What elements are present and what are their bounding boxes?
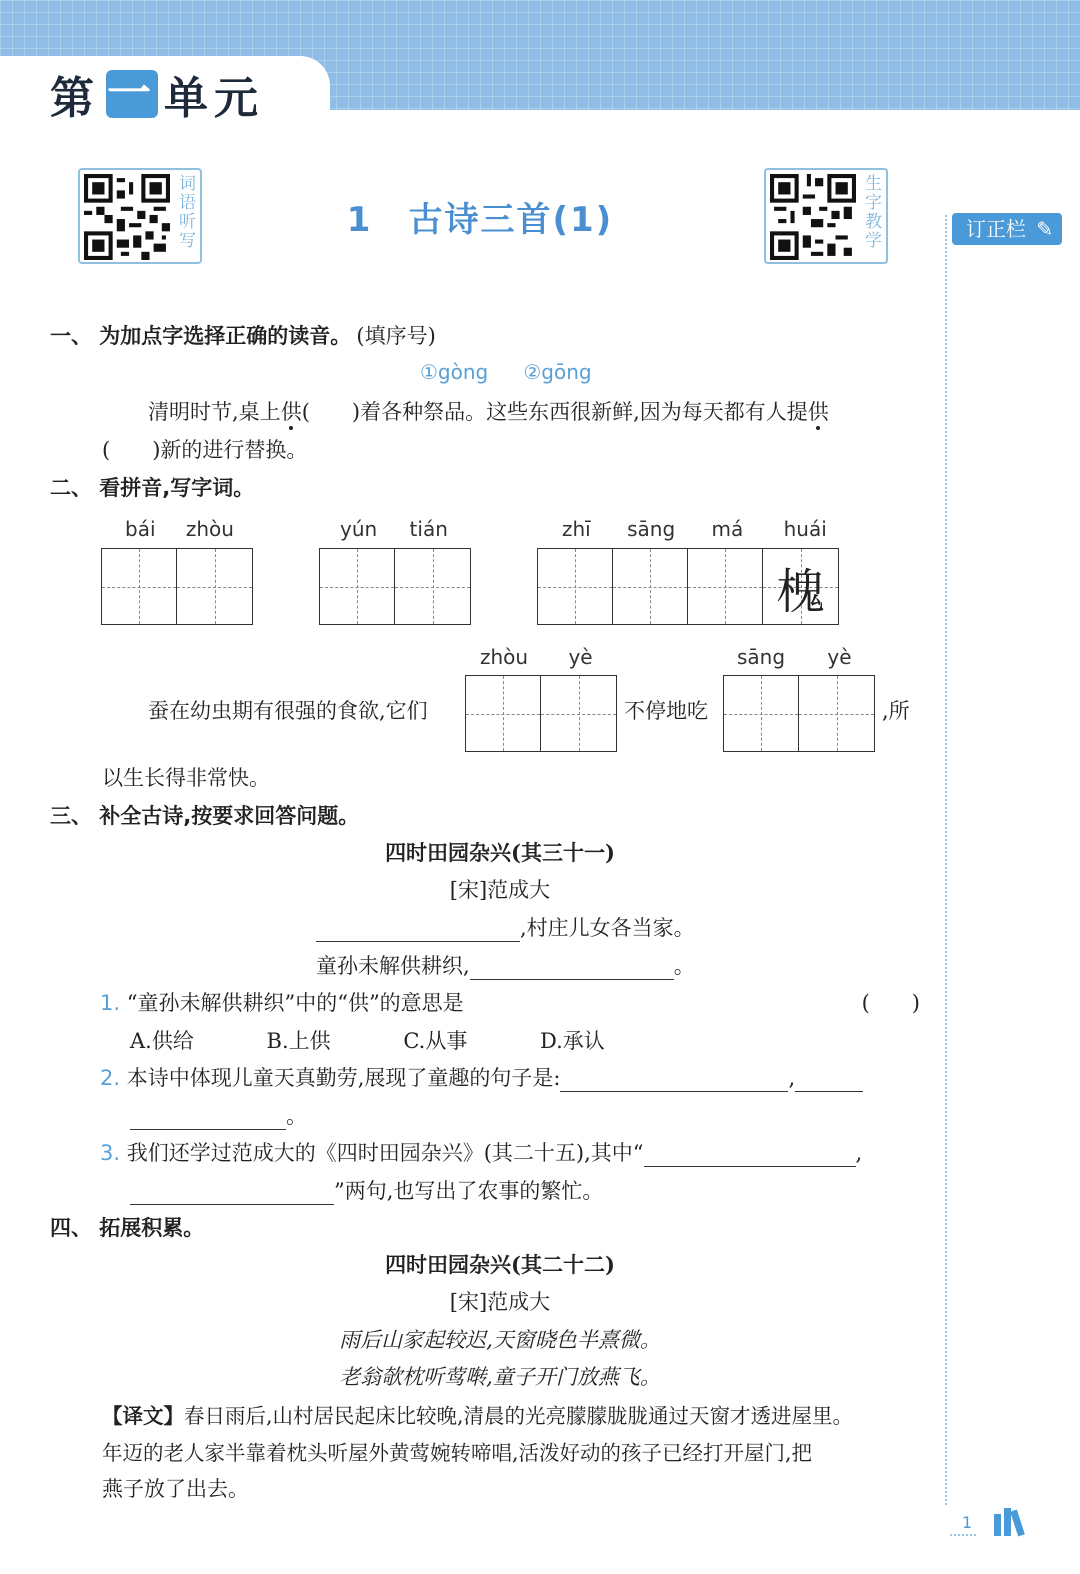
question-2-text: 本诗中体现儿童天真勤劳,展现了童趣的句子是: bbox=[126, 1066, 561, 1090]
pinyin-sang2: sāng bbox=[737, 645, 786, 669]
translation-line1 bbox=[102, 1399, 853, 1429]
qr-label-dictation: 词语听写 bbox=[175, 174, 195, 250]
q2-comma: , bbox=[788, 1066, 796, 1090]
pinyin-group-4 bbox=[480, 645, 593, 669]
pinyin-ye2: yè bbox=[827, 645, 852, 669]
translation-line2: 年迈的老人家半靠着枕头听屋外黄莺婉转啼唱,活泼好动的孩子已经打开屋门,把 bbox=[102, 1441, 813, 1465]
question-2-cont bbox=[130, 1100, 307, 1130]
poem1-line1 bbox=[316, 912, 695, 942]
grid-cell[interactable] bbox=[799, 676, 874, 751]
pinyin-zhou2: zhòu bbox=[480, 645, 529, 669]
question-1-text: “童孙未解供耕织”中的“供”的意思是 bbox=[126, 991, 464, 1015]
qr-label-teaching: 生字教学 bbox=[861, 174, 881, 250]
section1-heading: 一、 为加点字选择正确的读音。 bbox=[50, 324, 352, 348]
section1-note: (填序号) bbox=[356, 324, 436, 348]
poem1-line1-end: ,村庄儿女各当家。 bbox=[520, 916, 695, 940]
poem2-author: [宋]范成大 bbox=[449, 1290, 551, 1314]
grid-cell[interactable] bbox=[466, 676, 541, 751]
correction-tab bbox=[952, 213, 1062, 245]
unit-title bbox=[50, 62, 264, 126]
grid-cell[interactable] bbox=[688, 549, 763, 624]
blank-poem-line1[interactable] bbox=[316, 916, 520, 942]
poem2-line1: 雨后山家起较迟,天窗晓色半熹微。 bbox=[339, 1328, 661, 1352]
char-grid-zhisangmahuai[interactable] bbox=[537, 548, 839, 625]
line1-text-b: ( )着各种祭品。这些东西很新鲜,因为每天都有人提 bbox=[301, 400, 808, 424]
pinyin-group-2 bbox=[340, 517, 448, 541]
grid-cell[interactable] bbox=[613, 549, 688, 624]
sentence-part-a: 蚕在幼虫期有很强的食欲,它们 bbox=[148, 699, 428, 723]
books-icon bbox=[994, 1508, 1021, 1536]
translation-text-1: 春日雨后,山村居民起床比较晚,清晨的光亮朦朦胧胧通过天窗才透进屋里。 bbox=[184, 1404, 854, 1428]
blank-q2-1[interactable] bbox=[560, 1066, 788, 1092]
sentence-part-b: 不停地吃 bbox=[624, 699, 708, 723]
option-1: ①gòng bbox=[420, 360, 489, 384]
question-3-cont bbox=[130, 1175, 603, 1205]
answer-paren-q1[interactable]: ( ) bbox=[861, 991, 920, 1015]
char-grid-yuntian[interactable] bbox=[319, 548, 471, 625]
question-2 bbox=[100, 1062, 863, 1092]
section4-heading: 四、 拓展积累。 bbox=[50, 1216, 205, 1240]
unit-prefix: 第 bbox=[50, 73, 100, 124]
grid-cell[interactable] bbox=[395, 549, 470, 624]
lesson-title: 1 古诗三首(1) bbox=[346, 200, 614, 240]
blank-q2-3[interactable] bbox=[130, 1104, 286, 1130]
poem2-author-row bbox=[0, 1286, 1000, 1316]
poem2-line2-row bbox=[0, 1361, 1000, 1391]
q3-comma: , bbox=[855, 1141, 863, 1165]
pinyin-zhou: zhòu bbox=[185, 517, 234, 541]
pinyin-zhi: zhī bbox=[562, 517, 591, 541]
grid-cell[interactable] bbox=[177, 549, 252, 624]
sentence-part-d: 以生长得非常快。 bbox=[102, 766, 270, 790]
poem2-line1-row bbox=[0, 1324, 1000, 1354]
pinyin-yun: yún bbox=[340, 517, 378, 541]
blank-q3-1[interactable] bbox=[644, 1141, 856, 1167]
pinyin-group-1 bbox=[125, 517, 234, 541]
unit-suffix: 单元 bbox=[164, 73, 264, 124]
question-3 bbox=[100, 1137, 862, 1167]
section2-heading: 二、 看拼音,写字词。 bbox=[50, 476, 255, 500]
option-b: B.上供 bbox=[266, 1029, 331, 1053]
dotted-char-2: 供 bbox=[807, 400, 829, 424]
poem1-author: [宋]范成大 bbox=[449, 878, 551, 902]
question-1 bbox=[100, 987, 920, 1017]
q2-end: 。 bbox=[286, 1104, 307, 1128]
blank-poem-line2[interactable] bbox=[470, 954, 674, 980]
poem1-line2-end: 。 bbox=[673, 954, 695, 978]
pinyin-bai: bái bbox=[125, 517, 156, 541]
translation-line3: 燕子放了出去。 bbox=[102, 1477, 249, 1501]
unit-number: 一 bbox=[107, 68, 157, 119]
option-d: D.承认 bbox=[540, 1029, 605, 1053]
poem1-title: 四时田园杂兴(其三十一) bbox=[385, 840, 615, 865]
poem2-line2: 老翁欹枕听莺啭,童子开门放燕飞。 bbox=[339, 1365, 661, 1389]
poem2-title: 四时田园杂兴(其二十二) bbox=[385, 1252, 615, 1277]
poem2-title-row bbox=[0, 1249, 1000, 1279]
pinyin-sang: sāng bbox=[627, 517, 676, 541]
option-a: A.供给 bbox=[130, 1029, 194, 1053]
pinyin-ye: yè bbox=[568, 645, 593, 669]
question-3-text-a: 我们还学过范成大的《四时田园杂兴》(其二十五),其中“ bbox=[126, 1141, 644, 1165]
dotted-char-1: 供 bbox=[280, 400, 302, 424]
section1-heading-row bbox=[50, 320, 436, 350]
question-3-number: 3. bbox=[100, 1141, 121, 1165]
blank-q2-2[interactable] bbox=[795, 1066, 863, 1092]
grid-cell[interactable] bbox=[538, 549, 613, 624]
question-3-text-b: ”两句,也写出了农事的繁忙。 bbox=[334, 1179, 604, 1203]
pinyin-ma: má bbox=[711, 517, 744, 541]
grid-cell[interactable] bbox=[541, 676, 616, 751]
q1-options bbox=[130, 1025, 605, 1055]
section1-line1 bbox=[148, 396, 829, 426]
correction-tab-label: 订正栏 bbox=[966, 217, 1026, 241]
page-footer bbox=[950, 1508, 1021, 1536]
sentence-part-c: ,所 bbox=[882, 699, 910, 723]
question-2-number: 2. bbox=[100, 1066, 121, 1090]
pinyin-huai: huái bbox=[783, 517, 827, 541]
pinyin-group-3 bbox=[562, 517, 827, 541]
pinyin-group-5 bbox=[737, 645, 852, 669]
pinyin-tian: tián bbox=[409, 517, 448, 541]
pencil-icon: ✎ bbox=[1036, 217, 1054, 241]
page-number: 1 bbox=[950, 1513, 976, 1536]
poem1-line2 bbox=[316, 950, 695, 980]
section1-line2: ( )新的进行替换。 bbox=[102, 438, 308, 462]
line1-text-a: 清明时节,桌上 bbox=[148, 400, 281, 424]
option-2: ②gōng bbox=[523, 360, 592, 384]
poem1-author-row bbox=[0, 874, 1000, 904]
grid-cell-given bbox=[763, 549, 838, 624]
char-grid-baizhou[interactable] bbox=[101, 548, 253, 625]
section3-heading: 三、 补全古诗,按要求回答问题。 bbox=[50, 804, 360, 828]
grid-cell[interactable] bbox=[102, 549, 177, 624]
translation-label: 【译文】 bbox=[102, 1404, 184, 1428]
blank-q3-2[interactable] bbox=[130, 1179, 334, 1205]
grid-cell[interactable] bbox=[724, 676, 799, 751]
option-c: C.从事 bbox=[403, 1029, 468, 1053]
poem1-title-row bbox=[0, 837, 1000, 867]
pronunciation-options bbox=[420, 360, 592, 384]
given-char: 槐 bbox=[776, 564, 825, 620]
grid-cell[interactable] bbox=[320, 549, 395, 624]
poem1-line2-start: 童孙未解供耕织, bbox=[316, 954, 470, 978]
char-grid-zhouye[interactable] bbox=[465, 675, 617, 752]
question-1-number: 1. bbox=[100, 991, 121, 1015]
char-grid-sangye[interactable] bbox=[723, 675, 875, 752]
